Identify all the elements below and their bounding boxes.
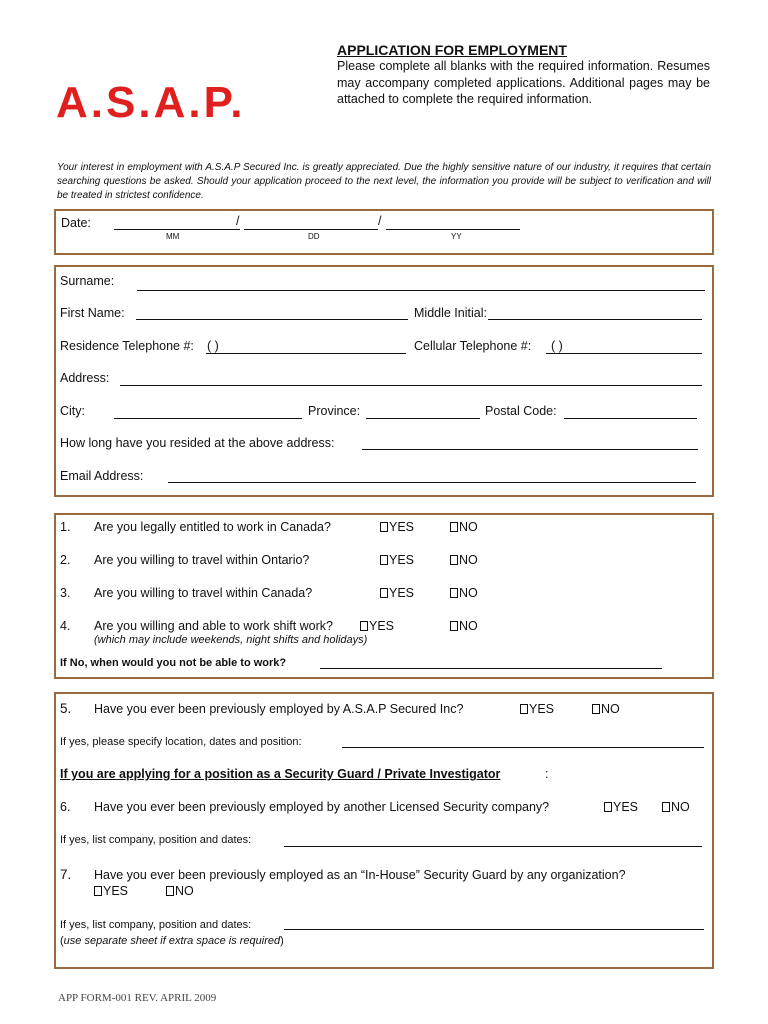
date-section bbox=[54, 209, 714, 255]
q3-yes-label: YES bbox=[389, 586, 415, 600]
province-field[interactable] bbox=[366, 418, 480, 419]
checkbox-icon bbox=[520, 704, 528, 714]
q2-number: 2. bbox=[60, 553, 71, 567]
work-eligibility-section bbox=[54, 513, 714, 679]
checkbox-icon bbox=[604, 802, 612, 812]
checkbox-icon bbox=[166, 886, 174, 896]
q7-followup-label: If yes, list company, position and dates: bbox=[60, 919, 252, 931]
q1-yes-label: YES bbox=[389, 520, 415, 534]
surname-label: Surname: bbox=[60, 274, 115, 288]
address-label: Address: bbox=[60, 371, 110, 385]
email-field[interactable] bbox=[168, 482, 696, 483]
q5-followup-label: If yes, please specify location, dates and position: bbox=[60, 736, 302, 748]
personal-info-section bbox=[54, 265, 714, 497]
q6-number: 6. bbox=[60, 800, 71, 814]
middle-initial-label: Middle Initial: bbox=[414, 306, 487, 320]
cell-phone-field[interactable] bbox=[546, 353, 702, 354]
city-field[interactable] bbox=[114, 418, 302, 419]
date-yy-field[interactable] bbox=[386, 229, 520, 230]
q5-text: Have you ever been previously employed by A.S.A.P Secured Inc? bbox=[94, 702, 464, 716]
q6-followup-label: If yes, list company, position and dates: bbox=[60, 834, 252, 846]
date-dd-field[interactable] bbox=[244, 229, 378, 230]
q1-yes-checkbox[interactable] bbox=[380, 520, 414, 534]
q7-number: 7. bbox=[60, 867, 72, 882]
q5-yes-checkbox[interactable] bbox=[520, 702, 554, 716]
confidentiality-notice: Your interest in employment with A.S.A.P Secured Inc. is greatly appreciated. Due the highly sensitive nature of our industry, it requires that certain searching questions be asked. Should your application proceed to the next level, the information you provide will be subject to verification and will be treated in strictest confidence. bbox=[57, 162, 711, 201]
company-logo: A.S.A.P. bbox=[56, 78, 246, 127]
form-title: APPLICATION FOR EMPLOYMENT bbox=[337, 42, 567, 58]
q1-no-label: NO bbox=[459, 520, 478, 534]
checkbox-icon bbox=[380, 522, 388, 532]
date-slash-2: / bbox=[378, 214, 382, 228]
date-label: Date: bbox=[61, 216, 91, 230]
q2-yes-checkbox[interactable] bbox=[380, 553, 414, 567]
q3-no-checkbox[interactable] bbox=[450, 586, 478, 600]
cell-phone-area-code: ( ) bbox=[551, 339, 563, 353]
checkbox-icon bbox=[450, 621, 458, 631]
residence-phone-label: Residence Telephone #: bbox=[60, 339, 194, 353]
checkbox-icon bbox=[450, 522, 458, 532]
checkbox-icon bbox=[380, 588, 388, 598]
checkbox-icon bbox=[450, 555, 458, 565]
q2-no-label: NO bbox=[459, 553, 478, 567]
checkbox-icon bbox=[380, 555, 388, 565]
q6-no-checkbox[interactable] bbox=[662, 800, 690, 814]
q7-text: Have you ever been previously employed as an “In-House” Security Guard by any organization? bbox=[94, 868, 626, 882]
if-no-field[interactable] bbox=[320, 668, 662, 669]
q3-no-label: NO bbox=[459, 586, 478, 600]
q2-text: Are you willing to travel within Ontario? bbox=[94, 553, 310, 567]
postal-code-label: Postal Code: bbox=[485, 404, 557, 418]
checkbox-icon bbox=[592, 704, 600, 714]
q6-followup-field[interactable] bbox=[284, 846, 702, 847]
city-label: City: bbox=[60, 404, 85, 418]
address-field[interactable] bbox=[120, 385, 702, 386]
date-dd-hint: DD bbox=[308, 232, 320, 241]
postal-code-field[interactable] bbox=[564, 418, 697, 419]
q1-text: Are you legally entitled to work in Canada? bbox=[94, 520, 331, 534]
checkbox-icon bbox=[360, 621, 368, 631]
q7-no-label: NO bbox=[175, 884, 194, 898]
residence-phone-area-code: ( ) bbox=[207, 339, 219, 353]
q7-yes-label: YES bbox=[103, 884, 129, 898]
residence-phone-field[interactable] bbox=[206, 353, 406, 354]
q6-no-label: NO bbox=[671, 800, 690, 814]
middle-initial-field[interactable] bbox=[488, 319, 702, 320]
q4-number: 4. bbox=[60, 619, 71, 633]
q7-followup-field[interactable] bbox=[284, 929, 704, 930]
q5-no-checkbox[interactable] bbox=[592, 702, 620, 716]
checkbox-icon bbox=[450, 588, 458, 598]
q1-number: 1. bbox=[60, 520, 71, 534]
q3-text: Are you willing to travel within Canada? bbox=[94, 586, 313, 600]
q5-yes-label: YES bbox=[529, 702, 555, 716]
first-name-field[interactable] bbox=[136, 319, 408, 320]
date-mm-field[interactable] bbox=[114, 229, 240, 230]
q3-yes-checkbox[interactable] bbox=[380, 586, 414, 600]
q4-yes-checkbox[interactable] bbox=[360, 619, 394, 633]
email-label: Email Address: bbox=[60, 469, 144, 483]
q4-text: Are you willing and able to work shift work? bbox=[94, 619, 334, 633]
security-guard-heading: If you are applying for a position as a Security Guard / Private Investigator bbox=[60, 767, 501, 781]
q2-yes-label: YES bbox=[389, 553, 415, 567]
province-label: Province: bbox=[308, 404, 361, 418]
employment-history-section bbox=[54, 692, 714, 969]
residence-duration-label: How long have you resided at the above address: bbox=[60, 436, 335, 450]
q6-yes-checkbox[interactable] bbox=[604, 800, 638, 814]
date-mm-hint: MM bbox=[166, 232, 180, 241]
q2-no-checkbox[interactable] bbox=[450, 553, 478, 567]
surname-field[interactable] bbox=[137, 290, 705, 291]
q4-yes-label: YES bbox=[369, 619, 395, 633]
residence-duration-field[interactable] bbox=[362, 449, 698, 450]
date-yy-hint: YY bbox=[451, 232, 462, 241]
checkbox-icon bbox=[94, 886, 102, 896]
if-no-label: If No, when would you not be able to work? bbox=[60, 657, 287, 669]
q4-note: (which may include weekends, night shifts and holidays) bbox=[94, 634, 368, 646]
q4-no-label: NO bbox=[459, 619, 478, 633]
q3-number: 3. bbox=[60, 586, 71, 600]
q5-followup-field[interactable] bbox=[342, 747, 704, 748]
cell-phone-label: Cellular Telephone #: bbox=[414, 339, 532, 353]
q5-number: 5. bbox=[60, 701, 72, 716]
separate-sheet-note: (use separate sheet if extra space is required) bbox=[60, 935, 284, 947]
q7-no-checkbox[interactable] bbox=[166, 884, 194, 898]
q4-no-checkbox[interactable] bbox=[450, 619, 478, 633]
q1-no-checkbox[interactable] bbox=[450, 520, 478, 534]
checkbox-icon bbox=[662, 802, 670, 812]
separate-sheet-text: use separate sheet if extra space is required bbox=[63, 935, 281, 947]
form-footer: APP FORM-001 REV. APRIL 2009 bbox=[58, 992, 217, 1004]
form-intro: Please complete all blanks with the required information. Resumes may accompany completed applications. Additional pages may be attached to complete the required information. bbox=[337, 59, 710, 106]
date-slash-1: / bbox=[236, 214, 240, 228]
q6-yes-label: YES bbox=[613, 800, 639, 814]
security-heading-colon: : bbox=[545, 767, 549, 781]
first-name-label: First Name: bbox=[60, 306, 125, 320]
q7-yes-checkbox[interactable] bbox=[94, 884, 128, 898]
q6-text: Have you ever been previously employed by another Licensed Security company? bbox=[94, 800, 550, 814]
q5-no-label: NO bbox=[601, 702, 620, 716]
